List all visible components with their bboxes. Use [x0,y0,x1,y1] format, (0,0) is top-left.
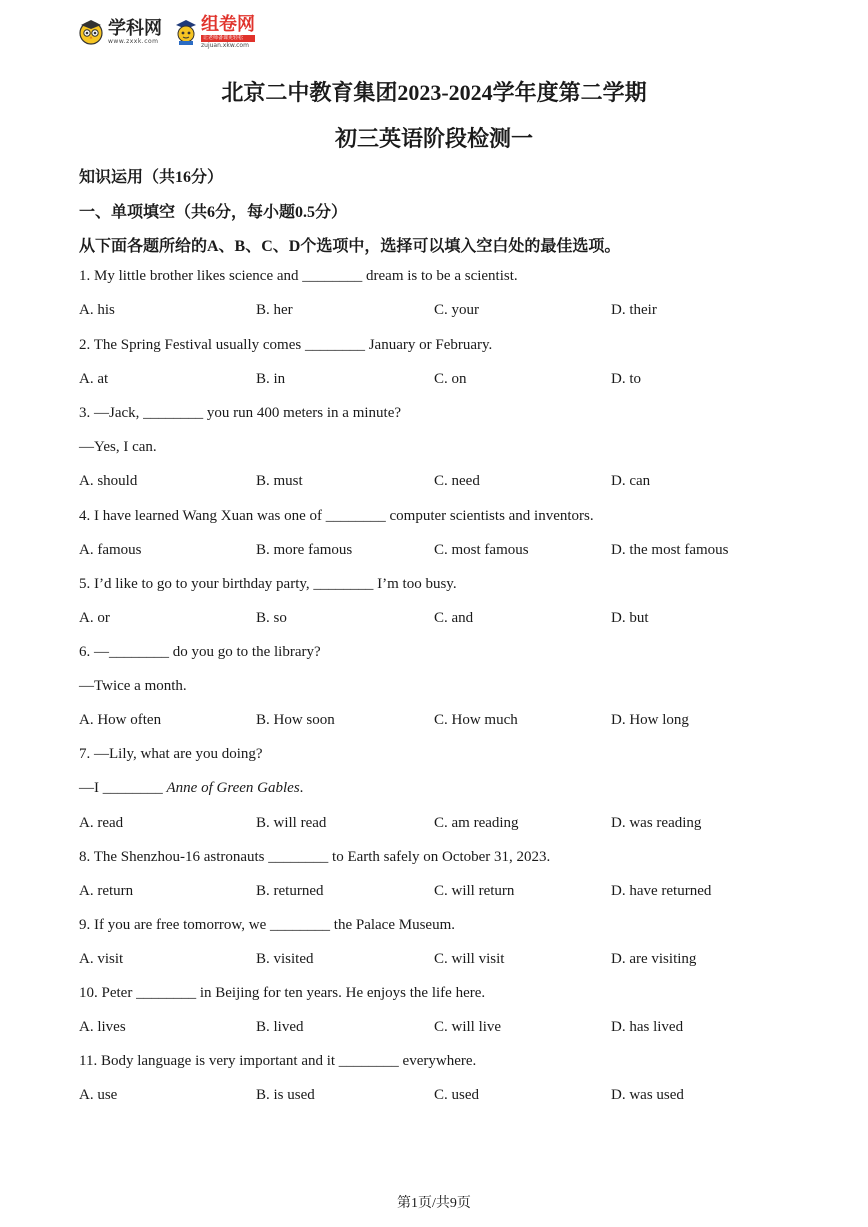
book-title: Anne of Green Gables [166,780,300,796]
option-c: C. and [434,610,474,626]
option-c: C. How much [434,712,518,728]
option-b: B. so [256,610,287,626]
question-stem: 3. —Jack, ________ you run 400 meters in a minute? [79,405,402,421]
question-stem: 1. My little brother likes science and ________ dream is to be a scientist. [79,268,518,284]
response-suffix: . [299,780,304,796]
option-c: C. need [434,473,480,489]
option-d: D. have returned [611,883,712,899]
option-b: B. must [256,473,303,489]
option-d: D. was used [611,1087,684,1103]
option-b: B. lived [256,1019,304,1035]
response-prefix: —I ________ [79,780,167,796]
option-b: B. her [256,302,293,318]
xuekewang-logo [78,19,162,45]
option-b: B. is used [256,1087,315,1103]
exam-title: 北京二中教育集团2023-2024学年度第二学期 [221,80,647,105]
option-d: D. their [611,302,657,318]
option-c: C. am reading [434,815,519,831]
instruction-text: 从下面各题所给的A、B、C、D个选项中，选择可以填入空白处的最佳选项。 [79,238,621,255]
graduate-mascot-icon [174,18,198,46]
owl-mascot-icon [78,19,104,45]
option-d: D. was reading [611,815,702,831]
option-a: A. or [79,610,110,626]
option-c: C. most famous [434,542,529,558]
exam-subtitle: 初三英语阶段检测一 [334,126,533,151]
option-d: D. but [611,610,649,626]
question-stem: 9. If you are free tomorrow, we ________ the Palace Museum. [79,917,455,933]
option-b: B. more famous [256,542,353,558]
brand2-url: zujuan.xkw.com [201,41,249,49]
question-stem: 7. —Lily, what are you doing? [79,746,263,762]
option-d: D. How long [611,712,689,728]
option-a: A. visit [79,951,124,967]
option-b: B. will read [256,815,327,831]
option-c: C. your [434,302,479,318]
question-stem: 8. The Shenzhou-16 astronauts ________ to Earth safely on October 31, 2023. [79,849,551,865]
option-a: A. read [79,815,124,831]
brand2-name: 组卷网 [201,13,255,35]
option-d: D. are visiting [611,951,697,967]
brand2-tagline: 让老师备课更轻松 [201,35,255,42]
option-c: C. will live [434,1019,502,1035]
header-logos [78,14,255,50]
brand1-name: 学科网 [108,17,162,39]
question-stem: 10. Peter ________ in Beijing for ten years. He enjoys the life here. [79,985,486,1001]
option-c: C. used [434,1087,479,1103]
brand1-url: www.zxxk.com [108,37,159,45]
question-stem: 11. Body language is very important and it ________ everywhere. [79,1053,477,1069]
page-footer: 第1页/共9页 [397,1196,471,1211]
option-a: A. should [79,473,138,489]
question-stem: 6. —________ do you go to the library? [79,644,321,660]
option-d: D. to [611,371,641,387]
question-stem: 4. I have learned Wang Xuan was one of ________ computer scientists and inventors. [79,508,594,524]
question-response-line: —Yes, I can. [79,439,157,455]
option-a: A. his [79,302,115,318]
option-a: A. use [79,1087,118,1103]
zujuanwang-logo [174,13,255,49]
option-a: A. How often [79,712,162,728]
option-a: A. at [79,371,109,387]
section-heading: 一、单项填空（共6分，每小题0.5分） [79,204,348,221]
option-a: A. lives [79,1019,126,1035]
question-stem: 5. I’d like to go to your birthday party, ________ I’m too busy. [79,576,457,592]
option-b: B. visited [256,951,314,967]
option-d: D. can [611,473,651,489]
option-c: C. will visit [434,951,505,967]
option-d: D. the most famous [611,542,729,558]
option-c: C. will return [434,883,515,899]
option-b: B. How soon [256,712,335,728]
part-heading: 知识运用（共16分） [79,169,224,186]
option-b: B. in [256,371,286,387]
question-stem: 2. The Spring Festival usually comes ________ January or February. [79,337,493,353]
question-response-line: —Twice a month. [79,678,187,694]
option-c: C. on [434,371,467,387]
option-a: A. famous [79,542,142,558]
question-response-line [79,780,303,797]
option-d: D. has lived [611,1019,684,1035]
option-a: A. return [79,883,134,899]
option-b: B. returned [256,883,324,899]
